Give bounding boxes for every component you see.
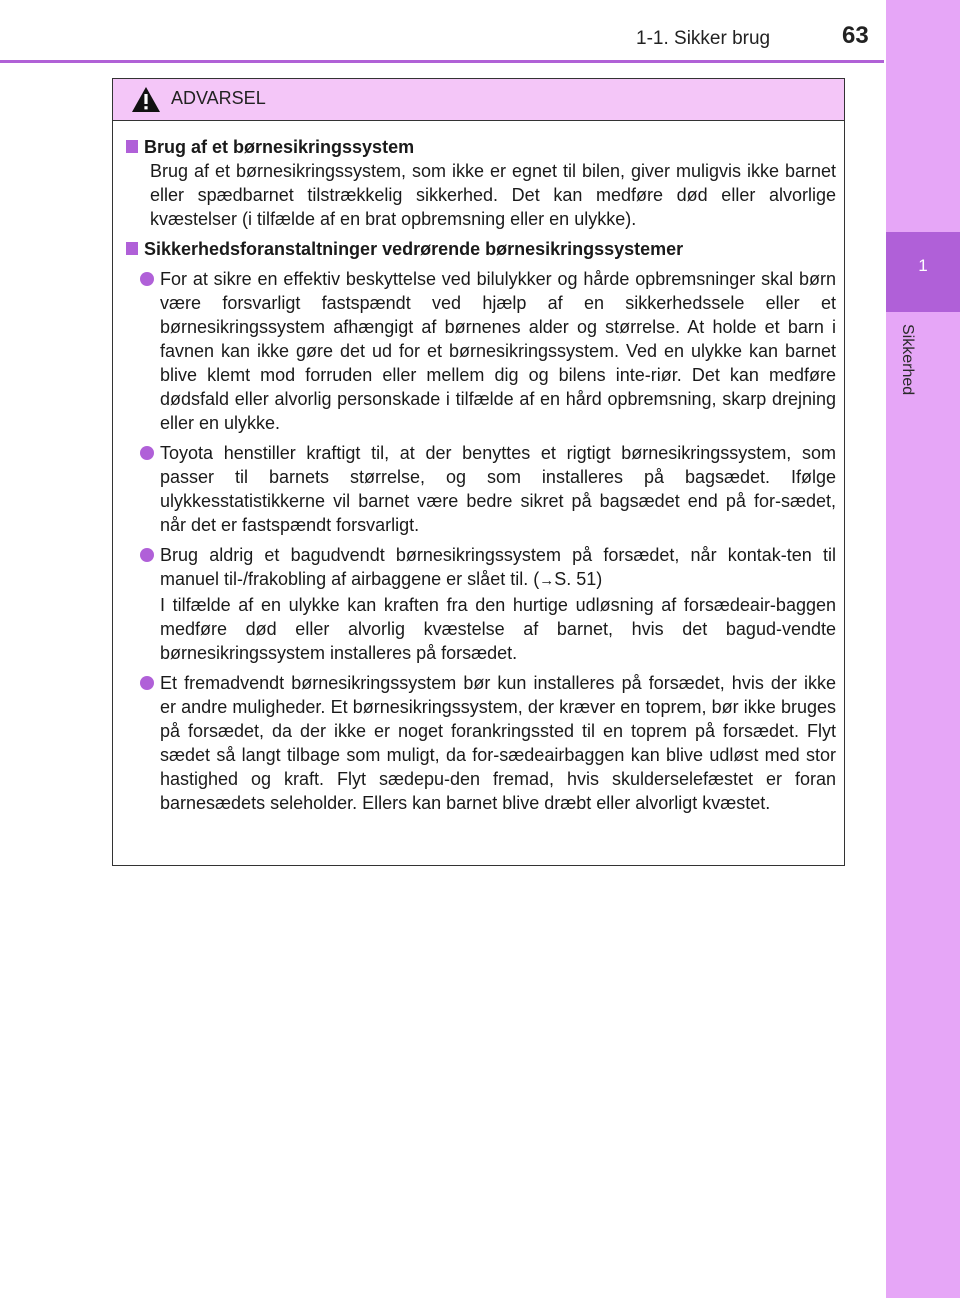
warning-body xyxy=(113,121,844,815)
list-item-text: Et fremadvendt børnesikringssystem bør kun installeres på forsædet, hvis der ikke er andre muligheder. Et børnesikringssystem, der kræver en toprem, bør ikke bruges på forsædet, da der ikke er noget forankringssted til en toprem på forsædet. Flyt sædet så langt tilbage som muligt, da for-sædeairbaggen kan blive udløst med stor hastighed og kraft. Flyt sædepu-den fremad, hvis skulderselefæstet er foran barnesædets seleholder. Ellers kan barnet blive dræbt eller alvorligt kvæstet. xyxy=(160,673,836,813)
section-heading-text: Brug af et børnesikringssystem xyxy=(144,137,415,157)
page-number: 63 xyxy=(842,22,869,49)
list-item xyxy=(126,671,836,815)
section-title: 1-1. Sikker brug xyxy=(636,28,771,49)
arrow-right-icon: → xyxy=(539,572,555,589)
page-reference-link[interactable]: S. 51) xyxy=(554,569,603,589)
list-item xyxy=(126,267,836,435)
list-item-text-part: I tilfælde af en ulykke kan kraften fra den hurtige udløsning af forsædeair-baggen medføre død eller alvorlig kvæstelse af barnet, hvis det bagud-vendte børnesikringssystem installeres på forsædet. xyxy=(160,595,836,663)
section-heading-text: Sikkerhedsforanstaltninger vedrørende børnesikringssystemer xyxy=(144,239,684,259)
warning-triangle-icon xyxy=(131,86,161,113)
circle-bullet-icon xyxy=(140,548,154,562)
list-item-text-part: Brug aldrig et bagudvendt børnesikringssystem på forsædet, når kontak-ten til manuel til-/frakobling af airbaggene er slået til. ( xyxy=(160,545,836,589)
list-item-text: For at sikre en effektiv beskyttelse ved bilulykker og hårde opbremsninger skal børn være forsvarligt fastspændt ved hjælp af en sikkerhedssele eller et børnesikringssystem afhængigt af børnenes alder og størrelse. At holde et barn i favnen kan ikke gøre det ud for et børnesikringssystem. Ved en ulykke kan barnet blive klemt mod forruden eller mellem dig og bilens inte-riør. Det kan medføre dødsfald eller alvorlig personskade i tilfælde af en hård opbremsning, skarp drejning eller en ulykke. xyxy=(160,269,836,433)
list-item xyxy=(126,543,836,665)
chapter-number: 1 xyxy=(918,256,928,275)
section-heading-precautions xyxy=(126,237,836,261)
warning-box xyxy=(112,78,845,866)
side-tab-strip xyxy=(886,0,960,1298)
list-item-text: Toyota henstiller kraftigt til, at der benyttes et rigtigt børnesikringssystem, som passer til barnets størrelse, og som installeres på bagsædet. Ifølge ulykkesstatistikkerne vil barnet være bedre sikret på bagsædet end på for-sædet, når det er fastspændt forsvarligt. xyxy=(160,443,836,535)
section-heading-child-restraint-use xyxy=(126,135,836,159)
warning-header xyxy=(113,79,844,121)
header-divider xyxy=(0,60,884,63)
square-bullet-icon xyxy=(126,140,138,153)
warning-title: ADVARSEL xyxy=(171,88,266,108)
square-bullet-icon xyxy=(126,242,138,255)
circle-bullet-icon xyxy=(140,676,154,690)
section-paragraph: Brug af et børnesikringssystem, som ikke er egnet til bilen, giver muligvis ikke barnet eller spædbarnet tilstrækkelig sikkerhed. Det kan medføre død eller alvorlige kvæstelser (i tilfælde af en brat opbremsning eller en ulykke). xyxy=(150,161,836,229)
list-item-text xyxy=(160,543,836,665)
circle-bullet-icon xyxy=(140,446,154,460)
list-item-line xyxy=(160,543,836,593)
chapter-title: Sikkerhed xyxy=(899,324,916,396)
circle-bullet-icon xyxy=(140,272,154,286)
list-item xyxy=(126,441,836,537)
